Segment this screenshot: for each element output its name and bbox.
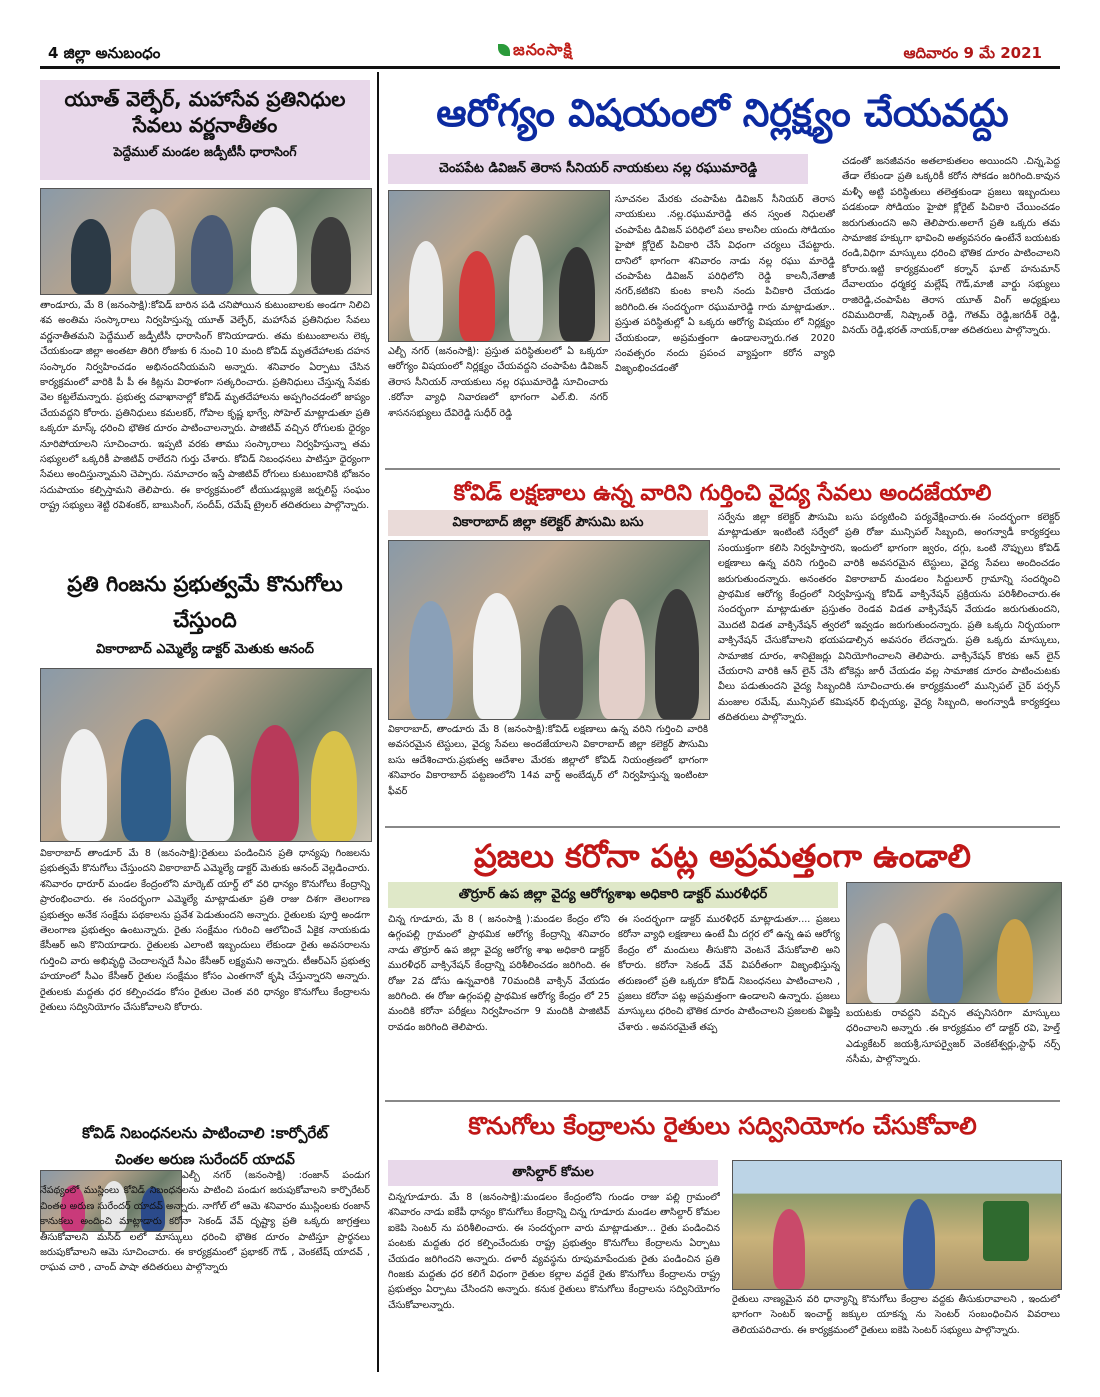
story4-body: చిన్నగూడూరు. మే 8 (జనంసాక్షి):మండలం కేంద్రంలోని గుండం రాజు పల్లి గ్రామంలో శనివారం నాడు ఐకేపీ ధాన్యం కొనుగోలు కేంద్రాన్ని చిన్న గూడూరు మండల తాసిల్దార్ కోమల ఐకెపి సెంటర్ ను పరిశీలించారు. ఈ సందర్భంగా వారు మాట్లాడుతూ... రైతు పండించిన పంటకు మద్దతు ధర కల్పించేందుకు రాష్ట్ర ప్రభుత్వం కొనుగోలు కేంద్రాలను ఏర్పాటు చేయడం జరిగిందని అన్నారు. దళారీ వ్యవస్థను రూపుమాపేందుకు రైతు పండించిన ప్రతి గింజకు మద్దతు ధర కలిగే విధంగా రైతుల కల్లాల వద్దకే రైతు కొనుగోలు కేంద్రాలను రాష్ట్ర ప్రభుత్వం ఏర్పాటు చేసిందని అన్నారు. కనుక రైతులు కొనుగోలు కేంద్రాలను సద్వినియోగం చేసుకోవాలన్నారు. bbox=[388, 1192, 720, 1311]
story-divider bbox=[385, 1100, 1060, 1102]
leaf-icon bbox=[498, 44, 510, 56]
story-divider bbox=[385, 468, 1060, 470]
story2-caption: వికారాబాద్, తాండూరు మే 8 (జనంసాక్షి):కోవిడ్ లక్షణాలు ఉన్న వరిని గుర్తించి వారికి అవసరమైన టెస్టులు, వైద్య సేవలు అందజేయాలని వికారాబాద్ జిల్లా కలెక్టర్ పౌసుమి బసు ఆదేశించారు.ప్రభుత్వ ఆదేశాల మేరకు జిల్లాలో కోవిడ్ నియంత్రణలో భాగంగా శనివారం వికారాబాద్ పట్టణంలోని 14వ వార్డ్ అంబేడ్కర్ లో నిర్వహిస్తున్న ఇంటింటా ఫీవర్ bbox=[388, 724, 708, 797]
story3-caption: బయటకు రావద్దని వచ్చిన తప్పనిసరిగా మాస్కులు ధరించాలని అన్నారు .ఈ కార్యక్రమం లో డాక్టర్ రవి, హెల్త్ ఎడ్యుకేటర్ జయశ్రీ,సూపర్వైజర్ వెంకటేశ్వర్లు,స్టాఫ్ నర్స్ నసీమ, పాల్గొన్నారు. bbox=[846, 1008, 1060, 1066]
story4-photo bbox=[732, 1160, 1062, 1290]
story4-caption: రైతులు నాణ్యమైన వరి ధాన్యాన్ని కొనుగోలు కేంద్రాల వద్దకు తీసుకురావాలని , ఇందులో భాగంగా సెంటర్ ఇంచార్జ్ జక్కుల యాకన్న ను సెంటర్ సంబంధించిన వివరాలు తెలియపరిచారు. ఈ కార్యక్రమంలో రైతులు ఐకెపి సెంటర్ సభ్యులు పాల్గొన్నారు. bbox=[732, 1294, 1060, 1336]
story1-caption: ఎల్బీ నగర్ (జనంసాక్షి): ప్రస్తుత పరిస్థితులలో ఏ ఒక్కరూ ఆరోగ్యం విషయంలో నిర్లక్ష్యం చేయవద్దని చంపాపేట డివిజన్ తెరాస సీనియర్ నాయకులు నల్ల రఘుమారెడ్డి సూచించారు .కరోనా వ్యాధి నివారణలో భాగంగా ఎల్.బి. నగర్ శాసనసభ్యులు దేవిరెడ్డి సుధీర్ రెడ్డి bbox=[388, 346, 608, 419]
left-story2-headline: ప్రతి గింజను ప్రభుత్వమే కొనుగోలు చేస్తుంది bbox=[67, 572, 343, 632]
story3-column1: చిన్న గూడూరు, మే 8 ( జనంసాక్షి ):మండల కేంద్రం లోని ఉగ్గంపల్లి గ్రామంలో ప్రాథమిక ఆరోగ్య కేంద్రాన్ని శనివారం నాడు తొర్రూర్ ఉప జిల్లా వైద్య ఆరోగ్య శాఖ అధికారి డాక్టర్ మురళీధర్ వాక్సినేషన్ కేంద్రాన్ని పరిశీలించడం జరిగింది. ఈ రోజు 2వ డోసు ఉన్నవారికి 70మందికి వాక్సిన్ వేయడం జరిగింది. ఈ రోజు ఉగ్గంపల్లి ప్రాథమిక ఆరోగ్య కేంద్రం లో 25 మందికి కరోనా పరీక్షలు నిర్వహించగా 9 మందికి పాజిటివ్ రావడం జరిగింది తెలిపారు. bbox=[388, 914, 610, 1033]
story1-photo bbox=[388, 190, 610, 342]
issue-date: ఆదివారం 9 మే 2021 bbox=[903, 44, 1042, 62]
story1-column3: చడంతో జనజీవనం అతలాకుతలం అయిందని .చిన్న,పెద్ద తేడా లేకుండా ప్రతి ఒక్కరికీ కరోన సోకడం జరిగింది.కావున మళ్ళీ అట్టి పరిస్థితులు తలెత్తకుండా ప్రజలు ఇబ్బందులు పడకుండా సోడియం హైపో క్లోరైట్ పిచికారి చేయించడం జరుగుతుందని అని తెలిపారు.అలాగే ప్రతి ఒక్కరు తమ సామాజిక హక్కుగా భావించి అత్యవసరం ఉంటేనే బయటకు రండి,విధిగా మాస్కులు ధరించి భౌతిక దూరం పాటించాలని కోరారు.ఇట్టి కార్యక్రమంలో కర్నాన్ ఘాట్ హనుమాన్ దేవాలయం ధర్మకర్త మల్లేష్ గౌడ్,మాజీ వార్డు సభ్యులు రాజిరెడ్డి,చంపాపేట తెరాస యూత్ వింగ్ అధ్యక్షులు రవిముదిరాజ్, నిష్కాంత్ రెడ్డి, గౌతమ్ రెడ్డి,జగదీశ్ రెడ్డి, వినయ్ రెడ్డి,భరత్ నాయక్,రాజు తదితరులు పాల్గొన్నారు. bbox=[842, 156, 1060, 337]
left-story1-subhead: పెద్దేముల్ మండల జడ్పీటీసీ ధారాసింగ్ bbox=[113, 144, 297, 159]
story2-photo bbox=[388, 540, 710, 720]
header-rule bbox=[40, 66, 1060, 69]
story2-column2: సర్వేను జిల్లా కలెక్టర్ పౌసుమి బసు పర్యటించి పర్యవేక్షించారు.ఈ సందర్భంగా కలెక్టర్ మాట్లాడుతూ ఇంటింటి సర్వేలో ప్రతి రోజు మున్సిపల్ సిబ్బంది, అంగన్వాడీ కార్యకర్తలు సంయుక్తంగా కలిసి నిర్వహిస్తారని, ఇందులో భాగంగా జ్వరం, దగ్గు, ఒంటి నొప్పులు కోవిడ్ లక్షణాలు ఉన్న వరిని గుర్తించి వారికి అవసరమైన టెస్టులు, వైద్య సేవలు అందించడం జరుగుతుందన్నారు. అనంతరం వికారాబాద్ మండలం సిద్దులూర్ గ్రామాన్ని సందర్శించి ప్రాథమిక ఆరోగ్య కేంద్రంలో నిర్వహిస్తున్న కోవిడ్ వాక్సినేషన్ ప్రక్రియను పరిశీలించారు.ఈ సందర్భంగా మాట్లాడుతూ ప్రస్తుతం రెండవ విడత వాక్సినేషన్ వేయడం జరుగుతుందని, మొదటి విడత వాక్సినేషన్ త్వరలో ఇవ్వడం జరుగుతుందన్నారు. ప్రతి ఒక్కరు నిర్భయంగా వాక్సినేషన్ చేసుకోవాలని భయపడాల్సిన అవసరం లేదన్నారు. ప్రతి ఒక్కరు మాస్కులు, సామాజిక దూరం, శానిటైజర్లు వినియోగించాలని తెలిపారు. వాక్సినేషన్ కొరకు ఆన్ లైన్ చేయరాని వారికి ఆన్ లైన్ చేసి టోకెన్లు జారీ చేయడం వల్ల సామాజిక దూరం పాటించుటకు వీలు పడుతుందని వైద్య సిబ్బందికి సూచించారు.ఈ కార్యక్రమంలో మున్సిపల్ చైర్ పర్సన్ మంజుల రమేష్, మున్సిపల్ కమిషనర్ భిచ్చయ్య, వైద్య సిబ్బంది, అంగన్వాడీ కార్యకర్తలు తదితరులు పాల్గొన్నారు. bbox=[718, 512, 1060, 724]
left-story3-subhead: చింతల అరుణ సురేందర్ యాదవ్ bbox=[115, 1152, 295, 1168]
left-story1-headline: యూత్ వెల్ఫేర్, మహాసేవ ప్రతినిధుల సేవలు వర్ణనాతీతం bbox=[64, 87, 346, 137]
story1-column2: సూచనల మేరకు చంపాపేట డివిజన్ సీనియర్ తెరాస నాయకులు .నల్ల.రఘుమారెడ్డి తన స్వంత నిధులతో చంపాపేట డివిజన్ పరిధిలో పలు కాలనీల యందు సోడియం హైపో క్లోరైట్ పిచికారి చేసే విధంగా చర్యలు చేపట్టారు. దానిలో భాగంగా శనివారం నాడు నల్ల రఘు మారెడ్డి చంపాపేట డివిజన్ పరిధిలోని రెడ్డి కాలనీ,నేతాజీ నగర్,కటికని కుంట కాలనీ నందు పిచికారి చేయడం జరిగింది.ఈ సందర్భంగా రఘుమారెడ్డి గారు మాట్లాడుతూ.. ప్రస్తుత పరిస్థితుల్లో ఏ ఒక్కరు ఆరోగ్య విషయం లో నిర్లక్ష్యం చేయకుండా, అప్రమత్తంగా ఉండాలన్నారు.గత 2020 సంవత్సరం నందు ప్రపంచ వ్యాప్తంగా కరోన వ్యాధి విజృంభించడంతో bbox=[615, 194, 835, 375]
left-story3-body: ఎల్బీ నగర్ (జనంసాక్షి) :రంజాన్ పండుగ నేపథ్యంలో ముస్లింలు కోవిడ్ నిబంధనలను పాటించి పండుగ జరుపుకోవాలని కార్పొరేటర్ చింతల అరుణ సురేందర్ యాదవ్ అన్నారు. నాగోల్ లో ఆమె శనివారం ముస్లింలకు రంజాన్ కానుకలు అందించి మాట్లాడారు కరోనా సెకండ్ వేవ్ దృష్ట్యా ప్రతి ఒక్కరు జాగ్రత్తలు తీసుకోవాలని మసీద్ లలో మాస్కులు ధరించి భౌతిక దూరం పాటిస్తూ ప్రార్థనలు జరుపుకోవాలని ఆమె సూచించారు. ఈ కార్యక్రమంలో ప్రభాకర్ గౌడ్ , వెంకటేష్ యాదవ్ , రాఘవ చారి , చాంద్ పాషా తదితరులు పాల్గొన్నారు bbox=[40, 1170, 370, 1274]
newspaper-logo bbox=[498, 40, 573, 63]
story3-subhead: తొర్రూర్ ఉప జిల్లా వైద్య ఆరోగ్యశాఖ అధికారి డాక్టర్ మురళీధర్ bbox=[388, 882, 838, 908]
page-label: 4 జిల్లా అనుబంధం bbox=[48, 44, 161, 62]
column-divider bbox=[377, 72, 379, 1372]
left-story2-photo bbox=[40, 668, 372, 842]
left-story2-body: వికారాబాద్ తాండూర్ మే 8 (జనంసాక్షి):రైతులు పండించిన ప్రతి ధాన్యపు గింజలను ప్రభుత్వమే కొనుగోలు చేస్తుందని వికారాబాద్ ఎమ్మెల్యే డాక్టర్ మెతుకు ఆనంద్ వెల్లడించారు. శనివారం ధారూర్ మండల కేంద్రంలోని మార్కెట్ యార్డ్ లో వరి ధాన్యం కొనుగోలు కేంద్రాన్ని ప్రారంభించారు. ఈ సందర్భంగా ఎమ్మెల్యే మాట్లాడుతూ ప్రతి రాజు దిశగా తెలంగాణ ప్రభుత్వం అనేక సంక్షేమ పథకాలను ప్రవేశ పెడుతుందని అన్నారు. రైతులకు పూర్తి అండగా తెలంగాణ ప్రభుత్వం ఉంటున్నారు. రైతు సంక్షేమం గురించి ఆలోచించే ఏకైక నాయకుడు కేసీఆర్ అని కొనియాడారు. రైతులకు ఎలాంటి ఇబ్బందులు లేకుండా రైతు అవసరాలను గుర్తించి వారు అభివృద్ధి చెందాలన్నదే సీఎం కేసీఆర్ లక్ష్యమని అన్నారు. టీఆర్ఎస్ ప్రభుత్వ హయాంలో సీఎం కేసీఆర్ రైతుల సంక్షేమం కోసం ఎంతగానో కృషి చేస్తున్నారని అన్నారు. రైతులకు మద్దతు ధర కల్పించడం కోసం రైతుల చెంత వరి ధాన్యం కొనుగోలు కేంద్రాలను రైతులు సద్వినియోగం చేసుకోవాలని కోరారు. bbox=[40, 848, 370, 1014]
left-story1-body: తాండూరు, మే 8 (జనంసాక్షి):కోవిడ్ బారిన పడి చనిపోయిన కుటుంబాలకు అండగా నిలిచి శవ అంతిమ సంస్కారాలు నిర్వహిస్తున్న యూత్ వెల్ఫేర్, మహాసేవ ప్రతినిధుల సేవలు వర్ణనాతీతమని పెద్దేముల్ జడ్పీటీసీ ధారాసింగ్ కొనియాడారు. తమ కుటుంబాలను లెక్క చేయకుండా జిల్లా అంతటా తిరిగి రోజుకు 6 నుంచి 10 మంది కోవిడ్ మృతదేహాలకు దహన సంస్కారం నిర్వహించడం అభినందనీయమని అన్నారు. శనివారం ఏర్పాటు చేసిన కార్యక్రమంలో వారికి పీ పీ ఈ కిట్లను విరాళంగా సత్కరించారు. ప్రతినిధులు చేస్తున్న సేవకు వెల కట్టలేమన్నారు. ప్రభుత్వ దవాఖానాల్లో కోవిడ్ మృతదేహాలను అప్పగించడంలో జాప్యం చేయవద్దని కోరారు. ప్రతినిధులు కమలకర్, గోపాల కృష్ణ భాగ్వే, సోహెల్ మాట్లాడుతూ ప్రతి ఒక్కరూ మాస్క్ ధరించి భౌతిక దూరం పాటించాలన్నారు. పాజిటివ్ వచ్చిన రోగులకు ధైర్యం నూరిపోయాలని సూచించారు. ఇప్పటి వరకు తాము సంస్కారాలు నిర్వహిస్తున్నా తమ సభ్యులలో ఒక్కరికీ పాజిటివ్ రాలేదని గుర్తు చేశారు. కోవిడ్ నిబంధనలు పాటిస్తూ ధైర్యంగా సేవలు అందిస్తున్నామని చెప్పారు. సమాచారం ఇస్తే పాజిటివ్ రోగులు కుటుంబానికి భోజనం సదుపాయం కల్పిస్తామని తెలిపారు. ఈ కార్యక్రమంలో టీయుడబ్ల్యుజె జర్నలిస్ట్ సంఘం రాష్ట్ర సభ్యులు శెట్టి రవిశంకర్, బాబుసింగ్, సందీప్, రమేష్ ట్రైలర్ తదితరులు పాల్గొన్నారు. bbox=[40, 300, 370, 512]
story4-subhead: తాసిల్దార్ కోమల bbox=[388, 1160, 718, 1186]
story3-photo bbox=[846, 882, 1062, 1004]
left-story1-photo bbox=[40, 188, 372, 295]
left-story3-headline: కోవిడ్ నిబంధనలను పాటించాలి :కార్పోరేట్ bbox=[82, 1124, 328, 1142]
story-divider bbox=[385, 826, 1060, 828]
story3-headline: ప్రజలు కరోనా పట్ల అప్రమత్తంగా ఉండాలి bbox=[474, 837, 971, 875]
left-story1-header-box bbox=[40, 80, 370, 180]
story1-subhead: చెంపపేట డివిజన్ తెరాస సీనియర్ నాయకులు నల్ల రఘుమారెడ్డి bbox=[388, 154, 808, 184]
left-story2-subhead: వికారాబాద్ ఎమ్మెల్యే డాక్టర్ మెతుకు ఆనంద్ bbox=[96, 642, 314, 657]
story3-column2: ఈ సందర్భంగా డాక్టర్ మురళీధర్ మాట్లాడుతూ.... ప్రజలు కరోనా వ్యాధి లక్షణాలు ఉంటే మీ దగ్గర లో ఉన్న ఉప ఆరోగ్య కేంద్రం లో మందులు తీసుకొని వెంటనే వేసుకోవాలి అని కోరారు. కరోనా సెకండ్ వేవ్ విపరీతంగా విజృంభిస్తున్న తరుణంలో ప్రతి ఒక్కరూ కోవిడ్ నిబంధనలు పాటించాలని , ప్రజలు కరోనా పట్ల అప్రమత్తంగా ఉండాలని ఉన్నారు. ప్రజలు మాస్కులు ధరించి భౌతిక దూరం పాటించాలని ప్రజలకు విజ్ఞప్తి చేశారు . అవసరమైతే తప్ప bbox=[618, 914, 840, 1033]
story1-headline: ఆరోగ్యం విషయంలో నిర్లక్ష్యం చేయవద్దు bbox=[436, 91, 1009, 135]
story4-headline: కొనుగోలు కేంద్రాలను రైతులు సద్వినియోగం చేసుకోవాలి bbox=[468, 1112, 977, 1140]
logo-text: జనంసాక్షి bbox=[513, 40, 573, 59]
story2-subhead: వికారాబాద్ జిల్లా కలెక్టర్ పౌసుమి బసు bbox=[388, 510, 708, 536]
story2-headline: కోవిడ్ లక్షణాలు ఉన్న వారిని గుర్తించి వైద్య సేవలు అందజేయాలి bbox=[453, 481, 992, 506]
